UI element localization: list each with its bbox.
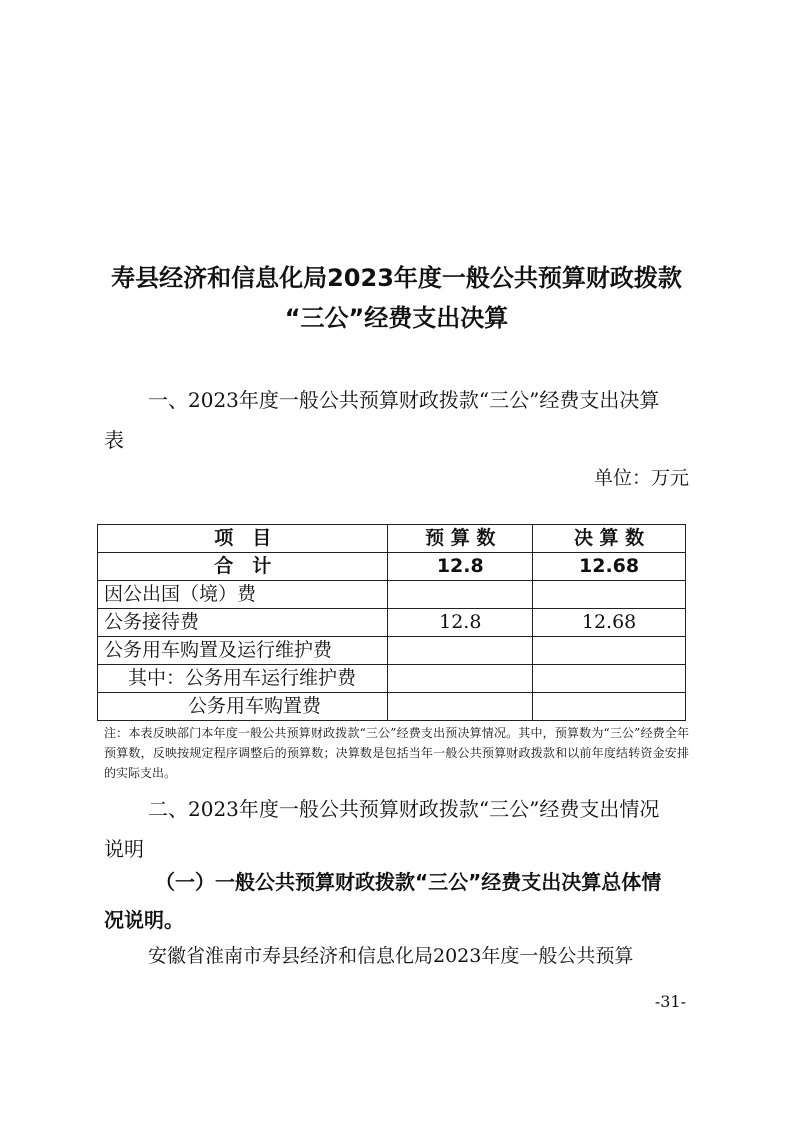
table-row	[98, 693, 686, 721]
row-final	[533, 693, 686, 721]
section-1-heading-line-1: 一、2023年度一般公共预算财政拨款“三公”经费支出决算	[148, 388, 660, 412]
row-budget	[388, 665, 533, 693]
table-row	[98, 581, 686, 609]
subsection-1-heading-line-2: 况说明。	[104, 908, 184, 932]
subsection-1-heading-line-1: （一）一般公共预算财政拨款“三公”经费支出决算总体情	[155, 870, 662, 894]
body-paragraph-line: 安徽省淮南市寿县经济和信息化局2023年度一般公共预算	[148, 945, 634, 967]
header-final: 决 算 数	[533, 525, 686, 553]
row-budget	[388, 693, 533, 721]
document-title-line-2: “三公”经费支出决算	[284, 304, 509, 332]
table-row	[98, 665, 686, 693]
table-row	[98, 637, 686, 665]
row-label: 其中：公务用车运行维护费	[98, 665, 388, 693]
total-budget: 12.8	[388, 553, 533, 581]
table-header-row	[98, 525, 686, 553]
section-1-heading-line-2: 表	[104, 428, 124, 452]
row-final	[533, 665, 686, 693]
row-budget: 12.8	[388, 609, 533, 637]
three-public-expenses-table	[97, 524, 686, 721]
document-title-line-1: 寿县经济和信息化局2023年度一般公共预算财政拨款	[111, 264, 682, 292]
header-budget: 预 算 数	[388, 525, 533, 553]
row-final	[533, 637, 686, 665]
row-budget	[388, 637, 533, 665]
row-label: 公务接待费	[98, 609, 388, 637]
table-row	[98, 609, 686, 637]
section-2-heading-line-1: 二、2023年度一般公共预算财政拨款“三公”经费支出情况	[148, 797, 660, 821]
row-label: 公务用车购置及运行维护费	[98, 637, 388, 665]
table-note: 注：本表反映部门本年度一般公共预算财政拨款“三公”经费支出预决算情况。其中，预算数为“三公”经费全年预算数，反映按规定程序调整后的预算数；决算数是包括当年一般公共预算财政拨款和以前年度结转资金安排的实际支出。	[104, 726, 689, 780]
row-budget	[388, 581, 533, 609]
table-total-row	[98, 553, 686, 581]
row-final	[533, 581, 686, 609]
row-label: 公务用车购置费	[98, 693, 388, 721]
row-final: 12.68	[533, 609, 686, 637]
section-2-heading-line-2: 说明	[104, 837, 144, 861]
total-label: 合 计	[98, 553, 388, 581]
header-item: 项 目	[98, 525, 388, 553]
row-label: 因公出国（境）费	[98, 581, 388, 609]
page-number: -31-	[654, 992, 686, 1011]
total-final: 12.68	[533, 553, 686, 581]
unit-label: 单位：万元	[593, 467, 689, 489]
